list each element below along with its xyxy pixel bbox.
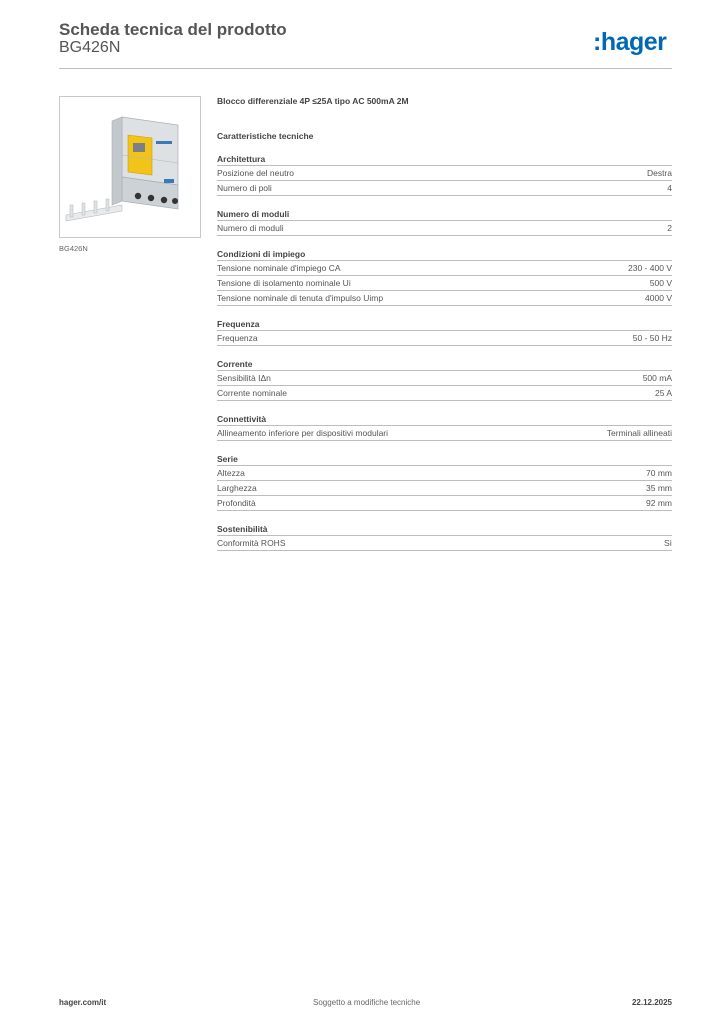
spec-label: Corrente nominale — [217, 388, 287, 398]
spec-row — [217, 370, 672, 385]
group-title: Numero di moduli — [217, 209, 290, 219]
product-image — [59, 96, 201, 238]
group-title: Corrente — [217, 359, 253, 369]
spec-row — [217, 275, 672, 290]
spec-label: Tensione di isolamento nominale Ui — [217, 278, 351, 288]
spec-heading: Caratteristiche tecniche — [217, 131, 314, 141]
spec-value: 4 — [667, 183, 672, 193]
spec-value: 92 mm — [646, 498, 672, 508]
spec-label: Allineamento inferiore per dispositivi modulari — [217, 428, 389, 438]
product-illustration — [60, 97, 200, 237]
spec-value: Sì — [663, 538, 672, 548]
spec-row — [217, 385, 672, 401]
spec-value: 4000 V — [645, 293, 672, 303]
spec-value: 35 mm — [646, 483, 672, 493]
product-description: Blocco differenziale 4P ≤25A tipo AC 500mA 2M — [217, 96, 409, 106]
spec-row — [217, 535, 672, 551]
spec-label: Tensione nominale di tenuta d'impulso Uimp — [217, 293, 384, 303]
spec-label: Conformità ROHS — [217, 538, 286, 548]
group-title: Connettività — [217, 414, 267, 424]
footer-date: 22.12.2025 — [631, 998, 672, 1007]
spec-group-serie — [217, 453, 672, 511]
spec-value: 25 A — [654, 388, 672, 398]
spec-row — [217, 330, 672, 346]
product-code: BG426N — [59, 39, 121, 56]
header-divider — [59, 68, 672, 69]
group-title: Frequenza — [217, 319, 260, 329]
image-caption: BG426N — [59, 244, 88, 253]
spec-row — [217, 260, 672, 275]
spec-row — [217, 165, 672, 180]
group-title: Condizioni di impiego — [217, 249, 306, 259]
spec-value: 500 mA — [642, 373, 672, 383]
spec-group-moduli — [217, 208, 672, 236]
spec-label: Posizione del neutro — [217, 168, 295, 178]
spec-group-connettivita — [217, 413, 672, 441]
footer-website: hager.com/it — [59, 998, 107, 1007]
spec-label: Tensione nominale d'impiego CA — [217, 263, 341, 273]
group-title: Serie — [217, 454, 238, 464]
spec-row — [217, 465, 672, 480]
spec-row — [217, 480, 672, 495]
spec-label: Frequenza — [217, 333, 258, 343]
spec-label: Sensibilità IΔn — [217, 373, 271, 383]
spec-label: Numero di poli — [217, 183, 272, 193]
spec-row — [217, 495, 672, 511]
spec-label: Profondità — [217, 498, 256, 508]
spec-value: 50 - 50 Hz — [632, 333, 672, 343]
spec-row — [217, 290, 672, 306]
footer-note: Soggetto a modifiche tecniche — [313, 998, 421, 1007]
page-title: Scheda tecnica del prodotto — [59, 20, 287, 39]
spec-value: 500 V — [649, 278, 672, 288]
spec-section — [217, 94, 672, 551]
spec-group-corrente — [217, 358, 672, 401]
hager-logo: :hager — [593, 28, 667, 56]
spec-value: 230 - 400 V — [628, 263, 672, 273]
spec-group-impiego — [217, 248, 672, 306]
spec-label: Numero di moduli — [217, 223, 284, 233]
spec-row — [217, 180, 672, 196]
spec-value: Terminali allineati — [606, 428, 672, 438]
spec-label: Larghezza — [217, 483, 257, 493]
group-title: Sostenibilità — [217, 524, 268, 534]
spec-value: 2 — [667, 223, 672, 233]
spec-row — [217, 425, 672, 441]
spec-group-sostenibilita — [217, 523, 672, 551]
group-title: Architettura — [217, 154, 266, 164]
spec-group-frequenza — [217, 318, 672, 346]
spec-label: Altezza — [217, 468, 245, 478]
spec-group-architettura — [217, 153, 672, 196]
spec-row — [217, 220, 672, 236]
spec-value: Destra — [646, 168, 672, 178]
spec-value: 70 mm — [646, 468, 672, 478]
